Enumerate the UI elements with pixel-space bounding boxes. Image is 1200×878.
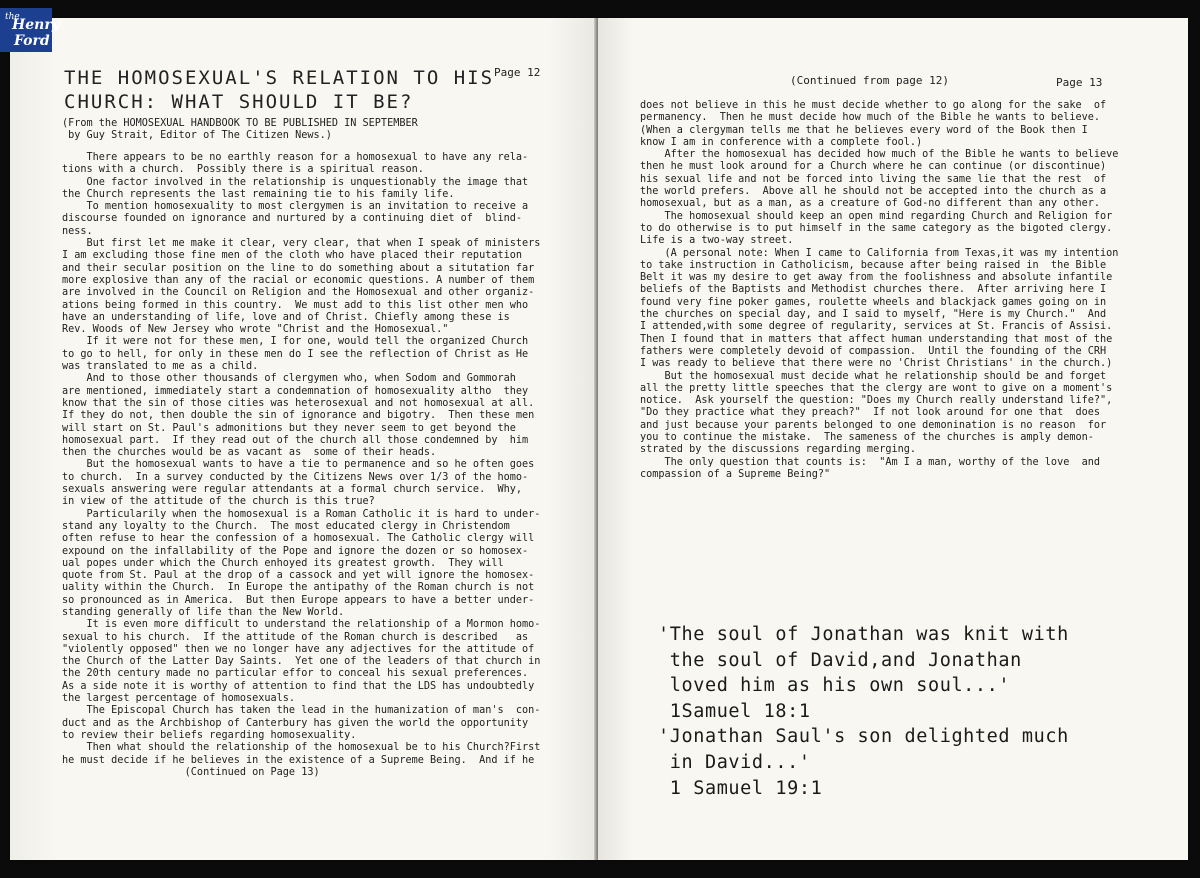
text-line: fathers were completely devoid of compassion. Until the founding of the CRH (640, 345, 1107, 357)
text-line: If it were not for these men, I for one, would tell the organized Church (62, 336, 529, 348)
text-line: As a side note it is worthy of attention to find that the LDS has undoubtedly (62, 680, 535, 692)
text-line: Then I found that in matters that affect human understanding that most of the (640, 333, 1113, 345)
text-line: (A personal note: When I came to California from Texas,it was my intention (640, 247, 1119, 259)
page-number: Page 12 (494, 66, 541, 79)
text-line: are involved in the Council on Religion and the Homosexual and other organiz- (62, 287, 535, 299)
text-line: It is even more difficult to understand the relationship of a Mormon homo- (62, 619, 541, 631)
left-page (10, 18, 596, 860)
text-line: ness. (62, 225, 93, 237)
continued-from-label: (Continued from page 12) (790, 74, 949, 87)
text-line: discourse founded on ignorance and nurtured by a continuing diet of blind- (62, 213, 523, 225)
text-line: his sexual life and not be forced into living the same lie that the rest of (640, 173, 1107, 185)
text-line: often refuse to hear the confession of a homosexual. The Catholic clergy will (62, 533, 535, 545)
text-line: "Do they practice what they preach?" If not look around for one that does (640, 407, 1101, 419)
text-line: will start on St. Paul's admonitions but they never seem to get beyond the (62, 422, 516, 434)
text-line: After the homosexual has decided how much of the Bible he wants to believe (640, 149, 1119, 161)
quote-line: loved him as his own soul...' (658, 675, 1011, 697)
source-line: by Guy Strait, Editor of The Citizen News.) (62, 130, 332, 142)
text-line: (When a clergyman tells me that he believes every word of the Book then I (640, 124, 1088, 136)
quote-line: in David...' (658, 751, 811, 773)
article-body-right (640, 100, 1118, 481)
text-line: "violently opposed" then we no longer have any adjectives for the attitude of (62, 643, 535, 655)
text-line: he must decide if he believes in the existence of a Supreme Being. And if he (62, 754, 535, 766)
text-line: the world prefers. Above all he should not be accepted into the church as a (640, 186, 1107, 198)
text-line: I was ready to believe that there were no 'Christ Christians' in the church.) (640, 358, 1113, 370)
text-line: found very fine poker games, roulette wheels and blackjack games going on in (640, 296, 1107, 308)
text-line: then he must look around for a Church where he can continue (or discontinue) (640, 161, 1107, 173)
text-line: in view of the attitude of the church is this true? (62, 496, 375, 508)
text-line: the churches on special day, and I said to myself, "Here is my Church." And (640, 309, 1107, 321)
text-line: compassion of a Supreme Being?" (640, 468, 831, 480)
text-line: and their secular position on the line to do something about a situtation far (62, 262, 535, 274)
text-line: Belt it was my desire to get away from the foolishness and absolute infantile (640, 272, 1113, 284)
text-line: But first let me make it clear, very clear, that when I speak of ministers (62, 238, 541, 250)
quote-line: 1Samuel 18:1 (658, 700, 811, 722)
text-line: homosexual part. If they read out of the church all those condemned by him (62, 434, 529, 446)
text-line: To mention homosexuality to most clergymen is an invitation to receive a (62, 201, 529, 213)
text-line: uality within the Church. In Europe the antipathy of the Roman church is not (62, 582, 535, 594)
text-line: tions with a church. Possibly there is a spiritual reason. (62, 164, 424, 176)
text-line: to do otherwise is to put himself in the same category as the bigoted clergy. (640, 222, 1113, 234)
title-line: THE HOMOSEXUAL'S RELATION TO HIS (64, 67, 495, 89)
text-line: so pronounced as in America. But then Europe appears to have a better under- (62, 594, 535, 606)
text-line: (Continued on Page 13) (62, 766, 320, 778)
text-line: stand any loyalty to the Church. The most educated clergy in Christendom (62, 520, 510, 532)
text-line: Particularily when the homosexual is a Roman Catholic it is hard to under- (62, 508, 541, 520)
text-line: to review their beliefs regarding homosexuality. (62, 729, 357, 741)
text-line: standing generally of life than the New World. (62, 606, 345, 618)
text-line: sexual to his church. If the attitude of the Roman church is described as (62, 631, 529, 643)
quote-line: 1 Samuel 19:1 (658, 777, 823, 799)
text-line: ations being formed in this country. We must add to this list other men who (62, 299, 529, 311)
text-line: The only question that counts is: "Am I a man, worthy of the love and (640, 456, 1101, 468)
scripture-quote (658, 622, 1069, 801)
quote-line: the soul of David,and Jonathan (658, 649, 1022, 671)
text-line: are mentioned, immediately start a condemnation of homosexuality altho they (62, 385, 529, 397)
text-line: then the churches would be as vacant as some of their heads. (62, 447, 437, 459)
text-line: beliefs of the Baptists and Methodist churches there. After arriving here I (640, 284, 1107, 296)
page-number: Page 13 (1056, 76, 1103, 89)
article-body-left (62, 152, 540, 779)
text-line: was translated to me as a child. (62, 361, 259, 373)
henry-ford-logo: the Henry Ford (0, 8, 52, 52)
text-line: sexuals answering were regular attendants at a formal church service. Why, (62, 484, 523, 496)
text-line: all the pretty little speeches that the clergy are wont to give on a moment's (640, 382, 1113, 394)
text-line: know I am in conference with a complete fool.) (640, 136, 923, 148)
text-line: does not believe in this he must decide whether to go along for the sake of (640, 100, 1107, 111)
text-line: quote from St. Paul at the drop of a cassock and yet will ignore the homosex- (62, 570, 535, 582)
text-line: the largest percentage of homosexuals. (62, 693, 296, 705)
text-line: the 20th century made no particular effor to conceal his sexual preferences. (62, 668, 529, 680)
text-line: the Church of the Latter Day Saints. Yet one of the leaders of that church in (62, 656, 541, 668)
source-note (62, 118, 418, 143)
text-line: But the homosexual must decide what he relationship should be and forget (640, 370, 1107, 382)
text-line: duct and as the Archbishop of Canterbury has given the world the opportunity (62, 717, 529, 729)
text-line: Then what should the relationship of the homosexual be to his Church?First (62, 742, 541, 754)
text-line: And to those other thousands of clergymen who, when Sodom and Gommorah (62, 373, 516, 385)
text-line: know that the sin of those cities was heterosexual and not homosexual at all. (62, 397, 535, 409)
quote-line: 'Jonathan Saul's son delighted much (658, 726, 1069, 748)
text-line: permanency. Then he must decide how much of the Bible he wants to believe. (640, 112, 1101, 124)
text-line: The Episcopal Church has taken the lead in the humanization of man's con- (62, 705, 541, 717)
text-line: homosexual, but as a man, as a creature of God-no different than any other. (640, 198, 1101, 210)
text-line: the Church represents the last remaining tie to his family life. (62, 188, 455, 200)
text-line: I attended,with some degree of regularity, services at St. Francis of Assisi. (640, 321, 1113, 333)
text-line: There appears to be no earthly reason for a homosexual to have any rela- (62, 152, 529, 163)
text-line: have an understanding of life, love and of Christ. Chiefly among these is (62, 311, 510, 323)
text-line: to take instruction in Catholicism, because after being raised in the Bible (640, 259, 1107, 271)
text-line: ual popes under which the Church enhoyed its greatest growth. They will (62, 557, 504, 569)
text-line: The homosexual should keep an open mind regarding Church and Religion for (640, 210, 1113, 222)
text-line: If they do not, then double the sin of ignorance and bigotry. Then these men (62, 410, 535, 422)
text-line: But the homosexual wants to have a tie to permanence and so he often goes (62, 459, 535, 471)
text-line: One factor involved in the relationship is unquestionably the image that (62, 176, 529, 188)
article-title (64, 66, 494, 114)
text-line: and just because your parents belonged to one demonination is no reason for (640, 419, 1107, 431)
text-line: to go to hell, for only in these men do I see the reflection of Christ as He (62, 348, 529, 360)
text-line: Life is a two-way street. (640, 235, 794, 247)
source-line: (From the HOMOSEXUAL HANDBOOK TO BE PUBLISHED IN SEPTEMBER (62, 118, 418, 129)
text-line: I am excluding those fine men of the cloth who have placed their reputation (62, 250, 523, 262)
quote-line: 'The soul of Jonathan was knit with (658, 624, 1069, 645)
text-line: Rev. Woods of New Jersey who wrote "Christ and the Homosexual." (62, 324, 449, 336)
text-line: to church. In a survey conducted by the Citizens News over 1/3 of the homo- (62, 471, 529, 483)
text-line: notice. Ask yourself the question: "Does my Church really understand life?", (640, 395, 1113, 407)
right-page (598, 18, 1188, 860)
text-line: more explosive than any of the racial or economic questions. A number of them (62, 274, 535, 286)
title-line: CHURCH: WHAT SHOULD IT BE? (64, 91, 414, 113)
text-line: expound on the infallability of the Pope and ignore the dozen or so homosex- (62, 545, 529, 557)
text-line: you to continue the mistake. The sameness of the churches is amply demon- (640, 432, 1094, 444)
text-line: strated by the discussions regarding merging. (640, 444, 917, 456)
